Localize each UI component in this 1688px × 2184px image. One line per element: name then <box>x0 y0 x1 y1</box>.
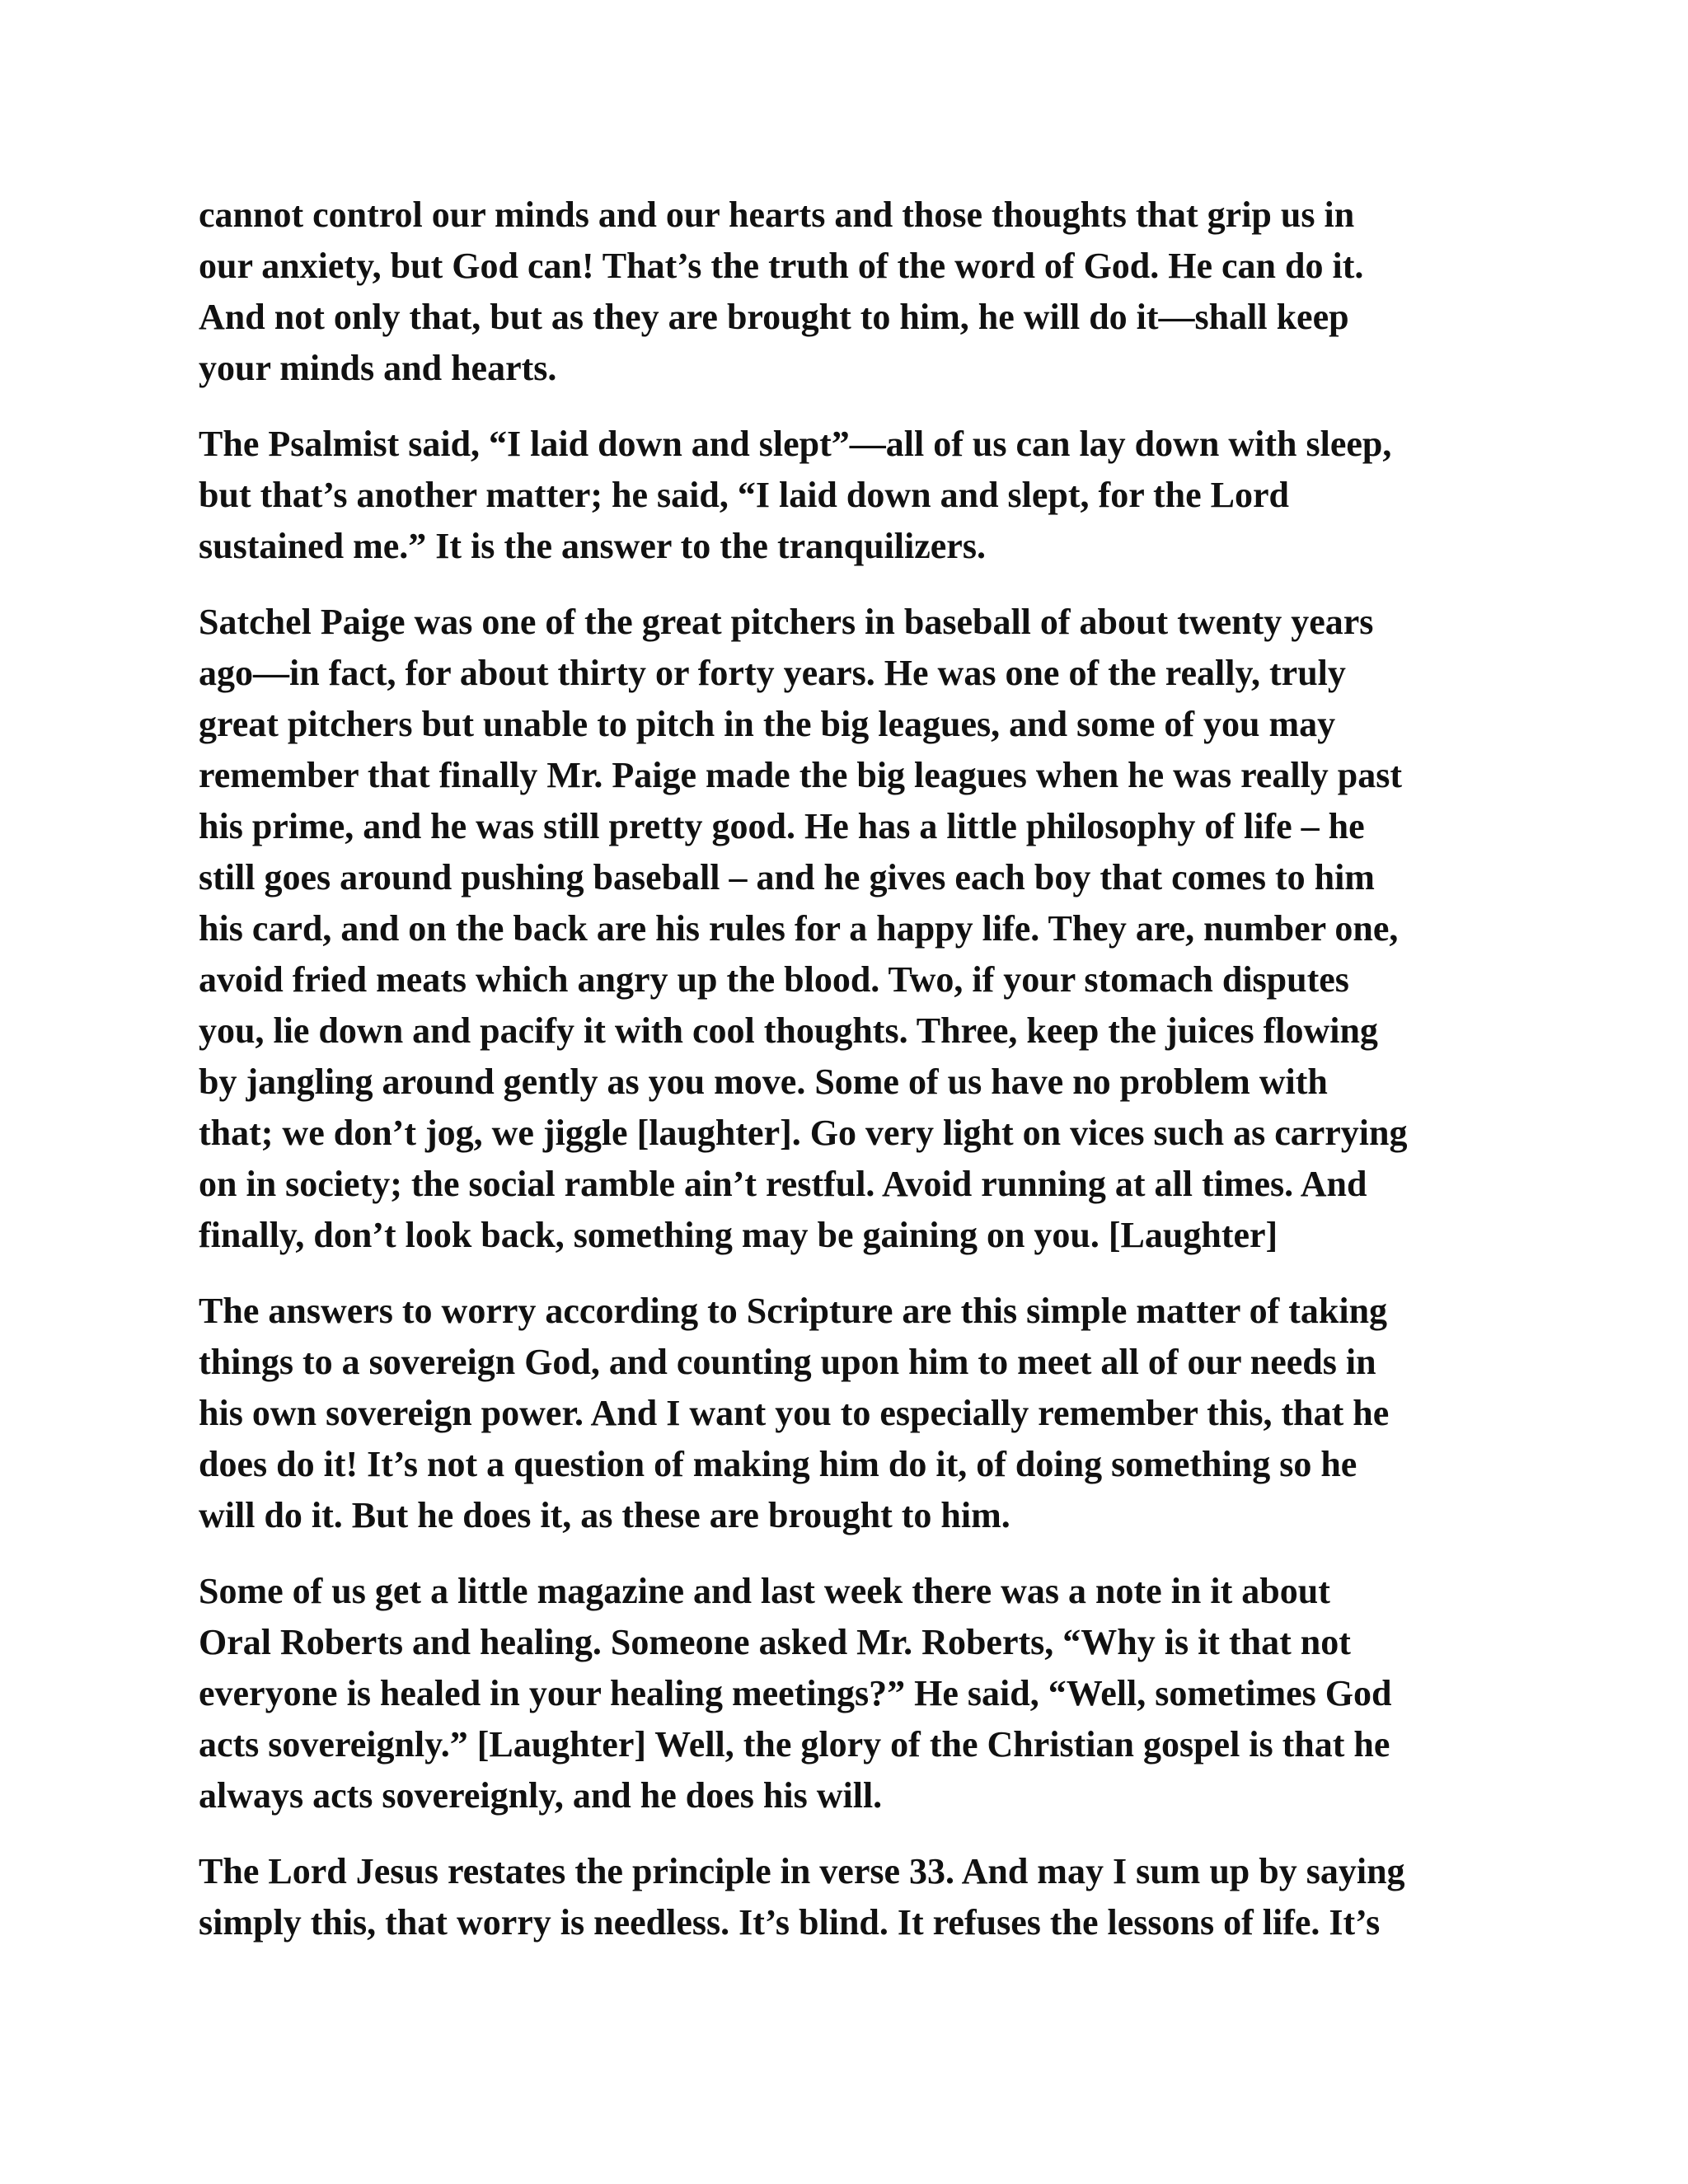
text-line: does do it! It’s not a question of making him do it, of doing something so he <box>199 1444 1357 1484</box>
text-line: by jangling around gently as you move. Some of us have no problem with <box>199 1062 1328 1102</box>
paragraph-6 <box>199 1846 1484 1948</box>
text-line: cannot control our minds and our hearts and those thoughts that grip us in <box>199 194 1355 235</box>
paragraph-1 <box>199 190 1484 394</box>
text-line: that; we don’t jog, we jiggle [laughter]. Go very light on vices such as carrying <box>199 1113 1408 1153</box>
paragraph-4 <box>199 1286 1484 1541</box>
text-line: his prime, and he was still pretty good. He has a little philosophy of life – he <box>199 806 1365 846</box>
paragraph-2 <box>199 419 1484 572</box>
text-line: simply this, that worry is needless. It’s blind. It refuses the lessons of life. It’s <box>199 1902 1381 1943</box>
text-line: finally, don’t look back, something may be gaining on you. [Laughter] <box>199 1215 1278 1255</box>
text-line: everyone is healed in your healing meetings?” He said, “Well, sometimes God <box>199 1673 1392 1713</box>
text-line: our anxiety, but God can! That’s the truth of the word of God. He can do it. <box>199 246 1364 286</box>
text-line: always acts sovereignly, and he does his will. <box>199 1775 883 1816</box>
text-line: still goes around pushing baseball – and he gives each boy that comes to him <box>199 857 1375 898</box>
text-line: great pitchers but unable to pitch in the big leagues, and some of you may <box>199 704 1336 744</box>
text-line: your minds and hearts. <box>199 348 557 388</box>
text-line: Satchel Paige was one of the great pitchers in baseball of about twenty years <box>199 602 1374 642</box>
text-line: acts sovereignly.” [Laughter] Well, the glory of the Christian gospel is that he <box>199 1724 1390 1765</box>
text-line: The Psalmist said, “I laid down and slept”—all of us can lay down with sleep, <box>199 424 1392 464</box>
text-line: on in society; the social ramble ain’t restful. Avoid running at all times. And <box>199 1164 1367 1204</box>
text-line: Some of us get a little magazine and last week there was a note in it about <box>199 1571 1330 1611</box>
paragraph-5 <box>199 1566 1484 1821</box>
text-line: will do it. But he does it, as these are brought to him. <box>199 1495 1010 1535</box>
text-line: The answers to worry according to Scripture are this simple matter of taking <box>199 1291 1388 1331</box>
text-line: but that’s another matter; he said, “I laid down and slept, for the Lord <box>199 475 1289 515</box>
text-line: his card, and on the back are his rules for a happy life. They are, number one, <box>199 908 1399 949</box>
text-line: remember that finally Mr. Paige made the big leagues when he was really past <box>199 755 1403 795</box>
text-line: The Lord Jesus restates the principle in verse 33. And may I sum up by saying <box>199 1851 1405 1891</box>
text-line: avoid fried meats which angry up the blood. Two, if your stomach disputes <box>199 959 1349 1000</box>
text-line: And not only that, but as they are brought to him, he will do it—shall keep <box>199 297 1349 337</box>
text-line: his own sovereign power. And I want you to especially remember this, that he <box>199 1393 1390 1433</box>
text-line: you, lie down and pacify it with cool thoughts. Three, keep the juices flowing <box>199 1010 1378 1051</box>
text-line: things to a sovereign God, and counting upon him to meet all of our needs in <box>199 1342 1376 1382</box>
text-line: sustained me.” It is the answer to the tranquilizers. <box>199 526 986 566</box>
text-line: Oral Roberts and healing. Someone asked Mr. Roberts, “Why is it that not <box>199 1622 1351 1662</box>
text-line: ago—in fact, for about thirty or forty years. He was one of the really, truly <box>199 653 1346 693</box>
paragraph-3 <box>199 597 1484 1261</box>
body-text <box>199 190 1484 1973</box>
